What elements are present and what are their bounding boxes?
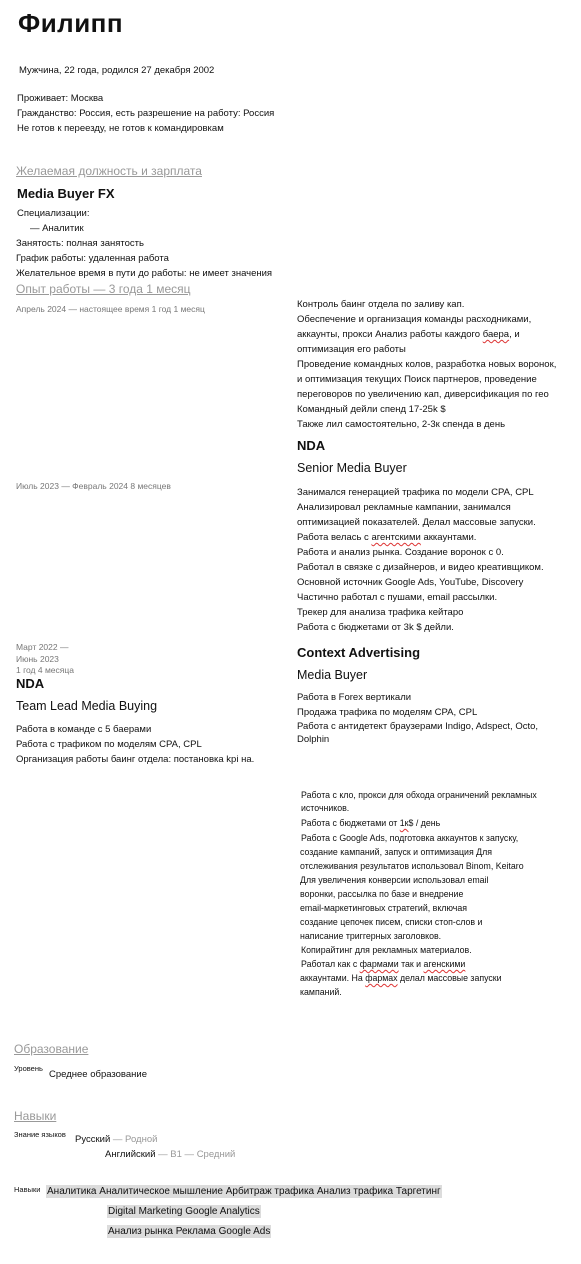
job5-line: Работа с кло, прокси для обхода ограничений рекламных xyxy=(301,790,537,800)
job2-line: оптимизацией показателей. Делал массовые запуски. xyxy=(297,517,536,528)
language-level: — B1 — Средний xyxy=(158,1149,236,1160)
job2-line: Частично работал с пушами, email рассылки. xyxy=(297,592,498,603)
section-desired-position[interactable]: Желаемая должность и зарплата xyxy=(16,164,202,178)
job5-line: Для увеличения конверсии использовал email xyxy=(300,875,489,885)
job2-line: Анализировал рекламные кампании, занимался xyxy=(297,502,511,513)
job4-line: Работа с трафиком по моделям CPA, CPL xyxy=(16,739,202,750)
job1-line: Контроль баинг отдела по заливу кап. xyxy=(297,299,465,310)
commute: Желательное время в пути до работы: не имеет значения xyxy=(16,268,273,279)
job5-description xyxy=(301,790,537,999)
job3-line: Работа с антидетект браузерами Indigo, Adspect, Octo, xyxy=(297,721,539,732)
job5-line: отслеживания результатов использовал Binom, Keitaro xyxy=(300,861,524,871)
job5-line: аккаунтами. На фармах делал массовые запуски xyxy=(300,973,502,983)
skill-tags: Анализ рынка Реклама Google Ads xyxy=(108,1226,271,1237)
residence: Проживает: Москва xyxy=(17,93,104,104)
job3-position: Media Buyer xyxy=(297,668,368,682)
language-russian xyxy=(75,1134,157,1145)
job1-line: Командный дейли спенд 17-25k $ xyxy=(297,404,446,415)
job5-line: создание кампаний, запуск и оптимизация Для xyxy=(300,847,493,857)
language-name: Русский xyxy=(75,1134,111,1145)
employment: Занятость: полная занятость xyxy=(16,238,144,249)
skills-row-1 xyxy=(46,1181,442,1199)
job5-line: кампаний. xyxy=(300,987,342,997)
job4-period-start: Март 2022 — xyxy=(16,642,69,652)
specialization-item: — Аналитик xyxy=(30,223,84,234)
skill-tags: Аналитика Аналитическое мышление Арбитраж трафика Анализ трафика Таргетинг xyxy=(47,1186,441,1197)
job1-line: Обеспечение и организация команды расходниками, xyxy=(297,314,532,325)
job2-line: Трекер для анализа трафика кейтаро xyxy=(297,607,464,618)
job2-company: NDA xyxy=(297,438,326,453)
job4-period xyxy=(16,642,74,677)
job1-period: Апрель 2024 — настоящее время 1 год 1 месяц xyxy=(16,304,205,314)
languages-label: Знание языков xyxy=(14,1130,66,1139)
job5-line: воронки, рассылка по базе и внедрение xyxy=(300,889,464,899)
citizenship: Гражданство: Россия, есть разрешение на работу: Россия xyxy=(17,108,275,119)
job2-period: Июль 2023 — Февраль 2024 8 месяцев xyxy=(16,481,171,491)
job4-line: Организация работы баинг отдела: постановка kpi на. xyxy=(16,754,255,765)
job5-line: источников. xyxy=(301,803,350,813)
desired-position-title: Media Buyer FX xyxy=(17,186,115,201)
job5-line: Работа с Google Ads, подготовка аккаунтов к запуску, xyxy=(301,833,519,843)
job2-position: Senior Media Buyer xyxy=(297,461,407,475)
job5-line: Работа с бюджетами от 1к$ / день xyxy=(301,818,441,828)
job3-description xyxy=(297,690,538,746)
job1-line: и оптимизация текущих Поиск партнеров, проведение xyxy=(297,374,537,385)
candidate-name: Филипп xyxy=(18,8,124,38)
education-level-label: Уровень xyxy=(14,1064,43,1073)
skills-label: Навыки xyxy=(14,1185,41,1194)
education-level-value: Среднее образование xyxy=(49,1069,147,1080)
job1-line: Проведение командных колов, разработка новых воронок, xyxy=(297,359,557,370)
job2-line: Основной источник Google Ads, YouTube, Discovery xyxy=(297,577,524,588)
skills-row-2 xyxy=(107,1201,261,1219)
job1-line: оптимизация его работы xyxy=(297,344,406,355)
job4-line: Работа в команде с 5 баерами xyxy=(16,724,152,735)
job1-description xyxy=(297,297,556,432)
language-english xyxy=(105,1149,235,1160)
specializations-label: Специализации: xyxy=(17,208,90,219)
job5-line: Работал как с фармами так и агенскими xyxy=(301,959,466,969)
job3-line: Dolphin xyxy=(297,734,330,745)
section-experience[interactable]: Опыт работы — 3 года 1 месяц xyxy=(16,282,191,296)
job2-line: Работа с бюджетами от 3k $ дейли. xyxy=(297,622,454,633)
job4-description xyxy=(16,722,254,767)
job5-line: написание триггерных заголовков. xyxy=(300,931,442,941)
language-level: — Родной xyxy=(112,1134,158,1145)
job4-position: Team Lead Media Buying xyxy=(16,699,158,713)
job2-line: Работа и анализ рынка. Создание воронок с 0. xyxy=(297,547,504,558)
job2-line: Занимался генерацией трафика по модели CPA, CPL xyxy=(297,487,534,498)
schedule: График работы: удаленная работа xyxy=(16,253,169,264)
job2-line: Работа велась с агентскими аккаунтами. xyxy=(297,532,477,543)
language-name: Английский xyxy=(105,1149,156,1160)
job3-company: Context Advertising xyxy=(297,645,421,660)
job4-company: NDA xyxy=(16,676,45,691)
job3-line: Работа в Forex вертикали xyxy=(297,692,412,703)
skills-row-3 xyxy=(107,1221,271,1239)
job4-period-duration: 1 год 4 месяца xyxy=(16,665,74,675)
job5-line: email-маркетинговых стратегий, включая xyxy=(300,903,468,913)
job2-line: Работал в связке с дизайнеров, и видео креативщиком. xyxy=(297,562,544,573)
job3-line: Продажа трафика по моделям CPA, CPL xyxy=(297,707,478,718)
relocation: Не готов к переезду, не готов к командировкам xyxy=(17,123,224,134)
skill-tags: Digital Marketing Google Analytics xyxy=(108,1206,260,1217)
section-education[interactable]: Образование xyxy=(14,1042,89,1056)
job5-line: Копирайтинг для рекламных материалов. xyxy=(301,945,472,955)
job1-line: Также лил самостоятельно, 2-3к спенда в день xyxy=(297,419,506,430)
basic-info: Мужчина, 22 года, родился 27 декабря 2002 xyxy=(19,65,215,76)
job4-period-end: Июнь 2023 xyxy=(16,653,59,664)
job1-line: аккаунты, прокси Анализ работы каждого баера, и xyxy=(297,329,520,340)
job2-description xyxy=(297,485,544,635)
job1-line: переговоров по увеличению кап, диверсификация по гео xyxy=(297,389,549,400)
section-skills[interactable]: Навыки xyxy=(14,1109,57,1123)
job5-line: создание цепочек писем, списки стоп-слов и xyxy=(300,917,483,927)
